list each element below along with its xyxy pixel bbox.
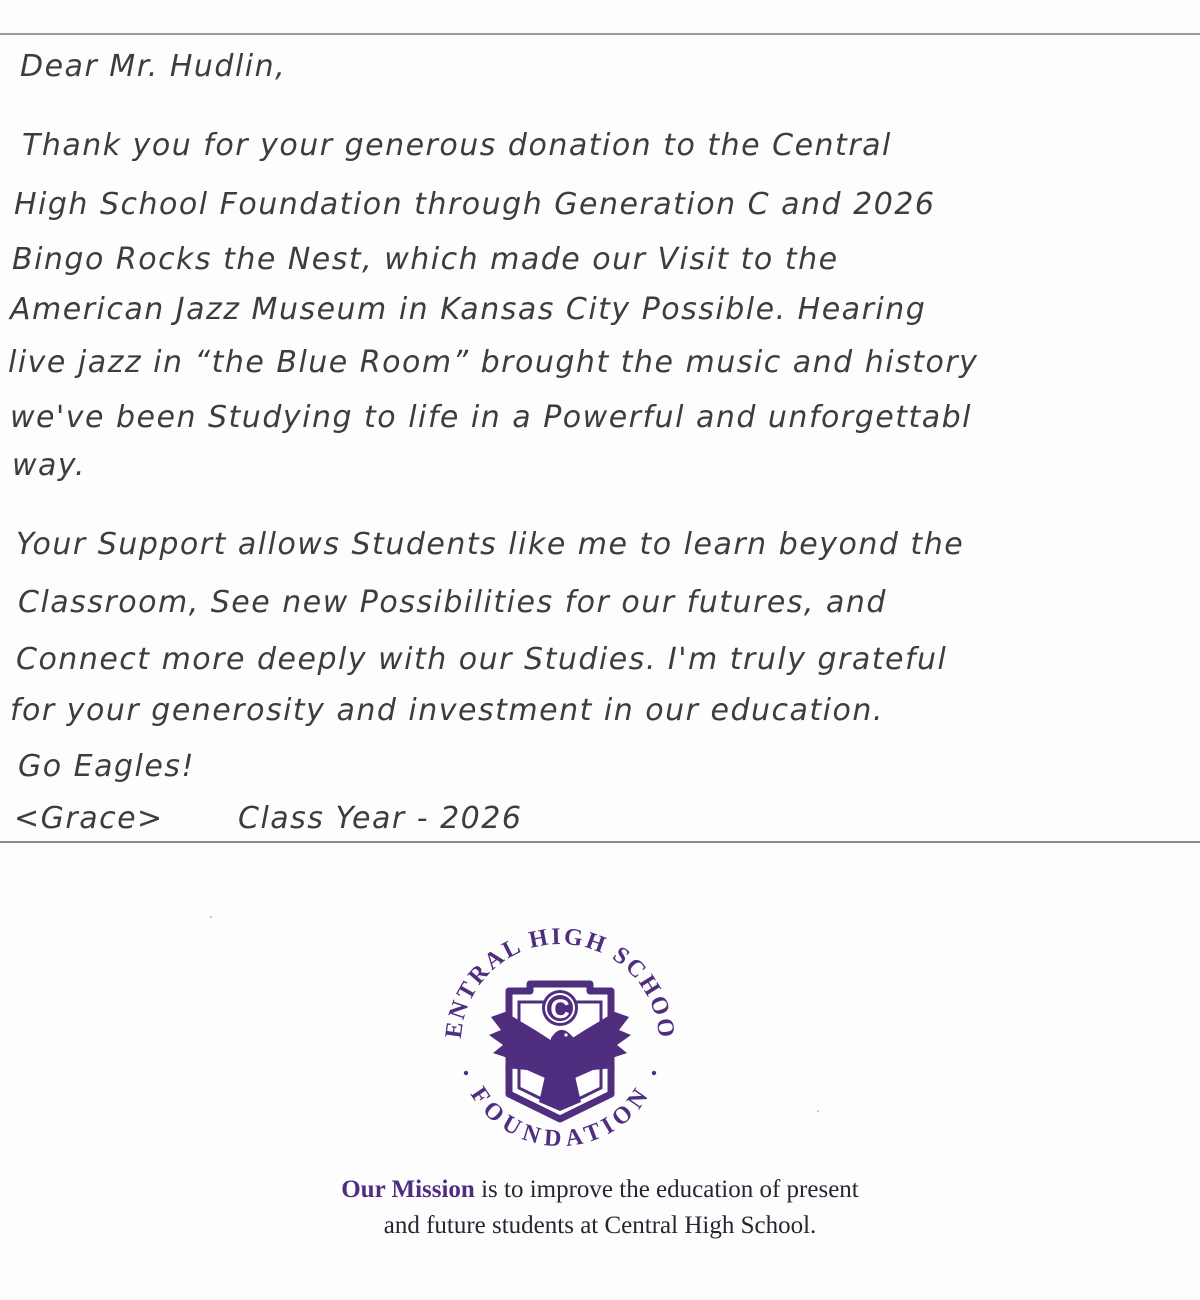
mission-statement [0, 1172, 1200, 1244]
salutation: Dear Mr. Hudlin, [20, 49, 287, 84]
paragraph-1-line-7: way. [12, 448, 86, 483]
eagle-shield-emblem [489, 984, 631, 1119]
seal-dot-left [464, 1071, 468, 1075]
mission-line-1 [0, 1172, 1200, 1208]
mission-line-1-rest: is to improve the education of present [474, 1176, 859, 1203]
seal-dot-right [652, 1071, 656, 1075]
paragraph-1-line-2: High School Foundation through Generation C and 2026 [14, 187, 936, 222]
foundation-logo [435, 918, 685, 1168]
handwritten-note [0, 35, 1200, 841]
paragraph-1-line-6: we've been Studying to life in a Powerful and unforgettabl [10, 400, 972, 435]
paper-speck [817, 1110, 819, 1112]
paper-speck [210, 916, 212, 918]
foundation-seal-icon [435, 918, 685, 1168]
closing: Go Eagles! [18, 749, 195, 784]
signature-name: <Grace> [14, 801, 164, 836]
paragraph-2-line-3: Connect more deeply with our Studies. I'm truly grateful [16, 642, 948, 677]
paragraph-1-line-5: live jazz in “the Blue Room” brought the music and history [8, 345, 979, 380]
emblem-letter: C [550, 994, 570, 1024]
paragraph-1-line-4: American Jazz Museum in Kansas City Possible. Hearing [10, 292, 927, 327]
paragraph-2-line-4: for your generosity and investment in our education. [10, 693, 884, 728]
paragraph-1-line-3: Bingo Rocks the Nest, which made our Visit to the [12, 242, 839, 277]
paragraph-2-line-2: Classroom, See new Possibilities for our futures, and [18, 585, 887, 620]
paragraph-2-line-1: Your Support allows Students like me to learn beyond the [16, 527, 965, 562]
seal-arc-bottom-text: FOUNDATION [465, 1082, 655, 1153]
paragraph-1-line-1: Thank you for your generous donation to the Central [22, 128, 892, 163]
signature-class-year: Class Year - 2026 [238, 801, 523, 836]
seal-arc-top-text: ENTRAL HIGH SCHOO [440, 923, 680, 1042]
mission-lead: Our Mission [341, 1176, 475, 1203]
mission-line-2: and future students at Central High School. [383, 1212, 817, 1239]
bottom-border-line [0, 841, 1200, 843]
